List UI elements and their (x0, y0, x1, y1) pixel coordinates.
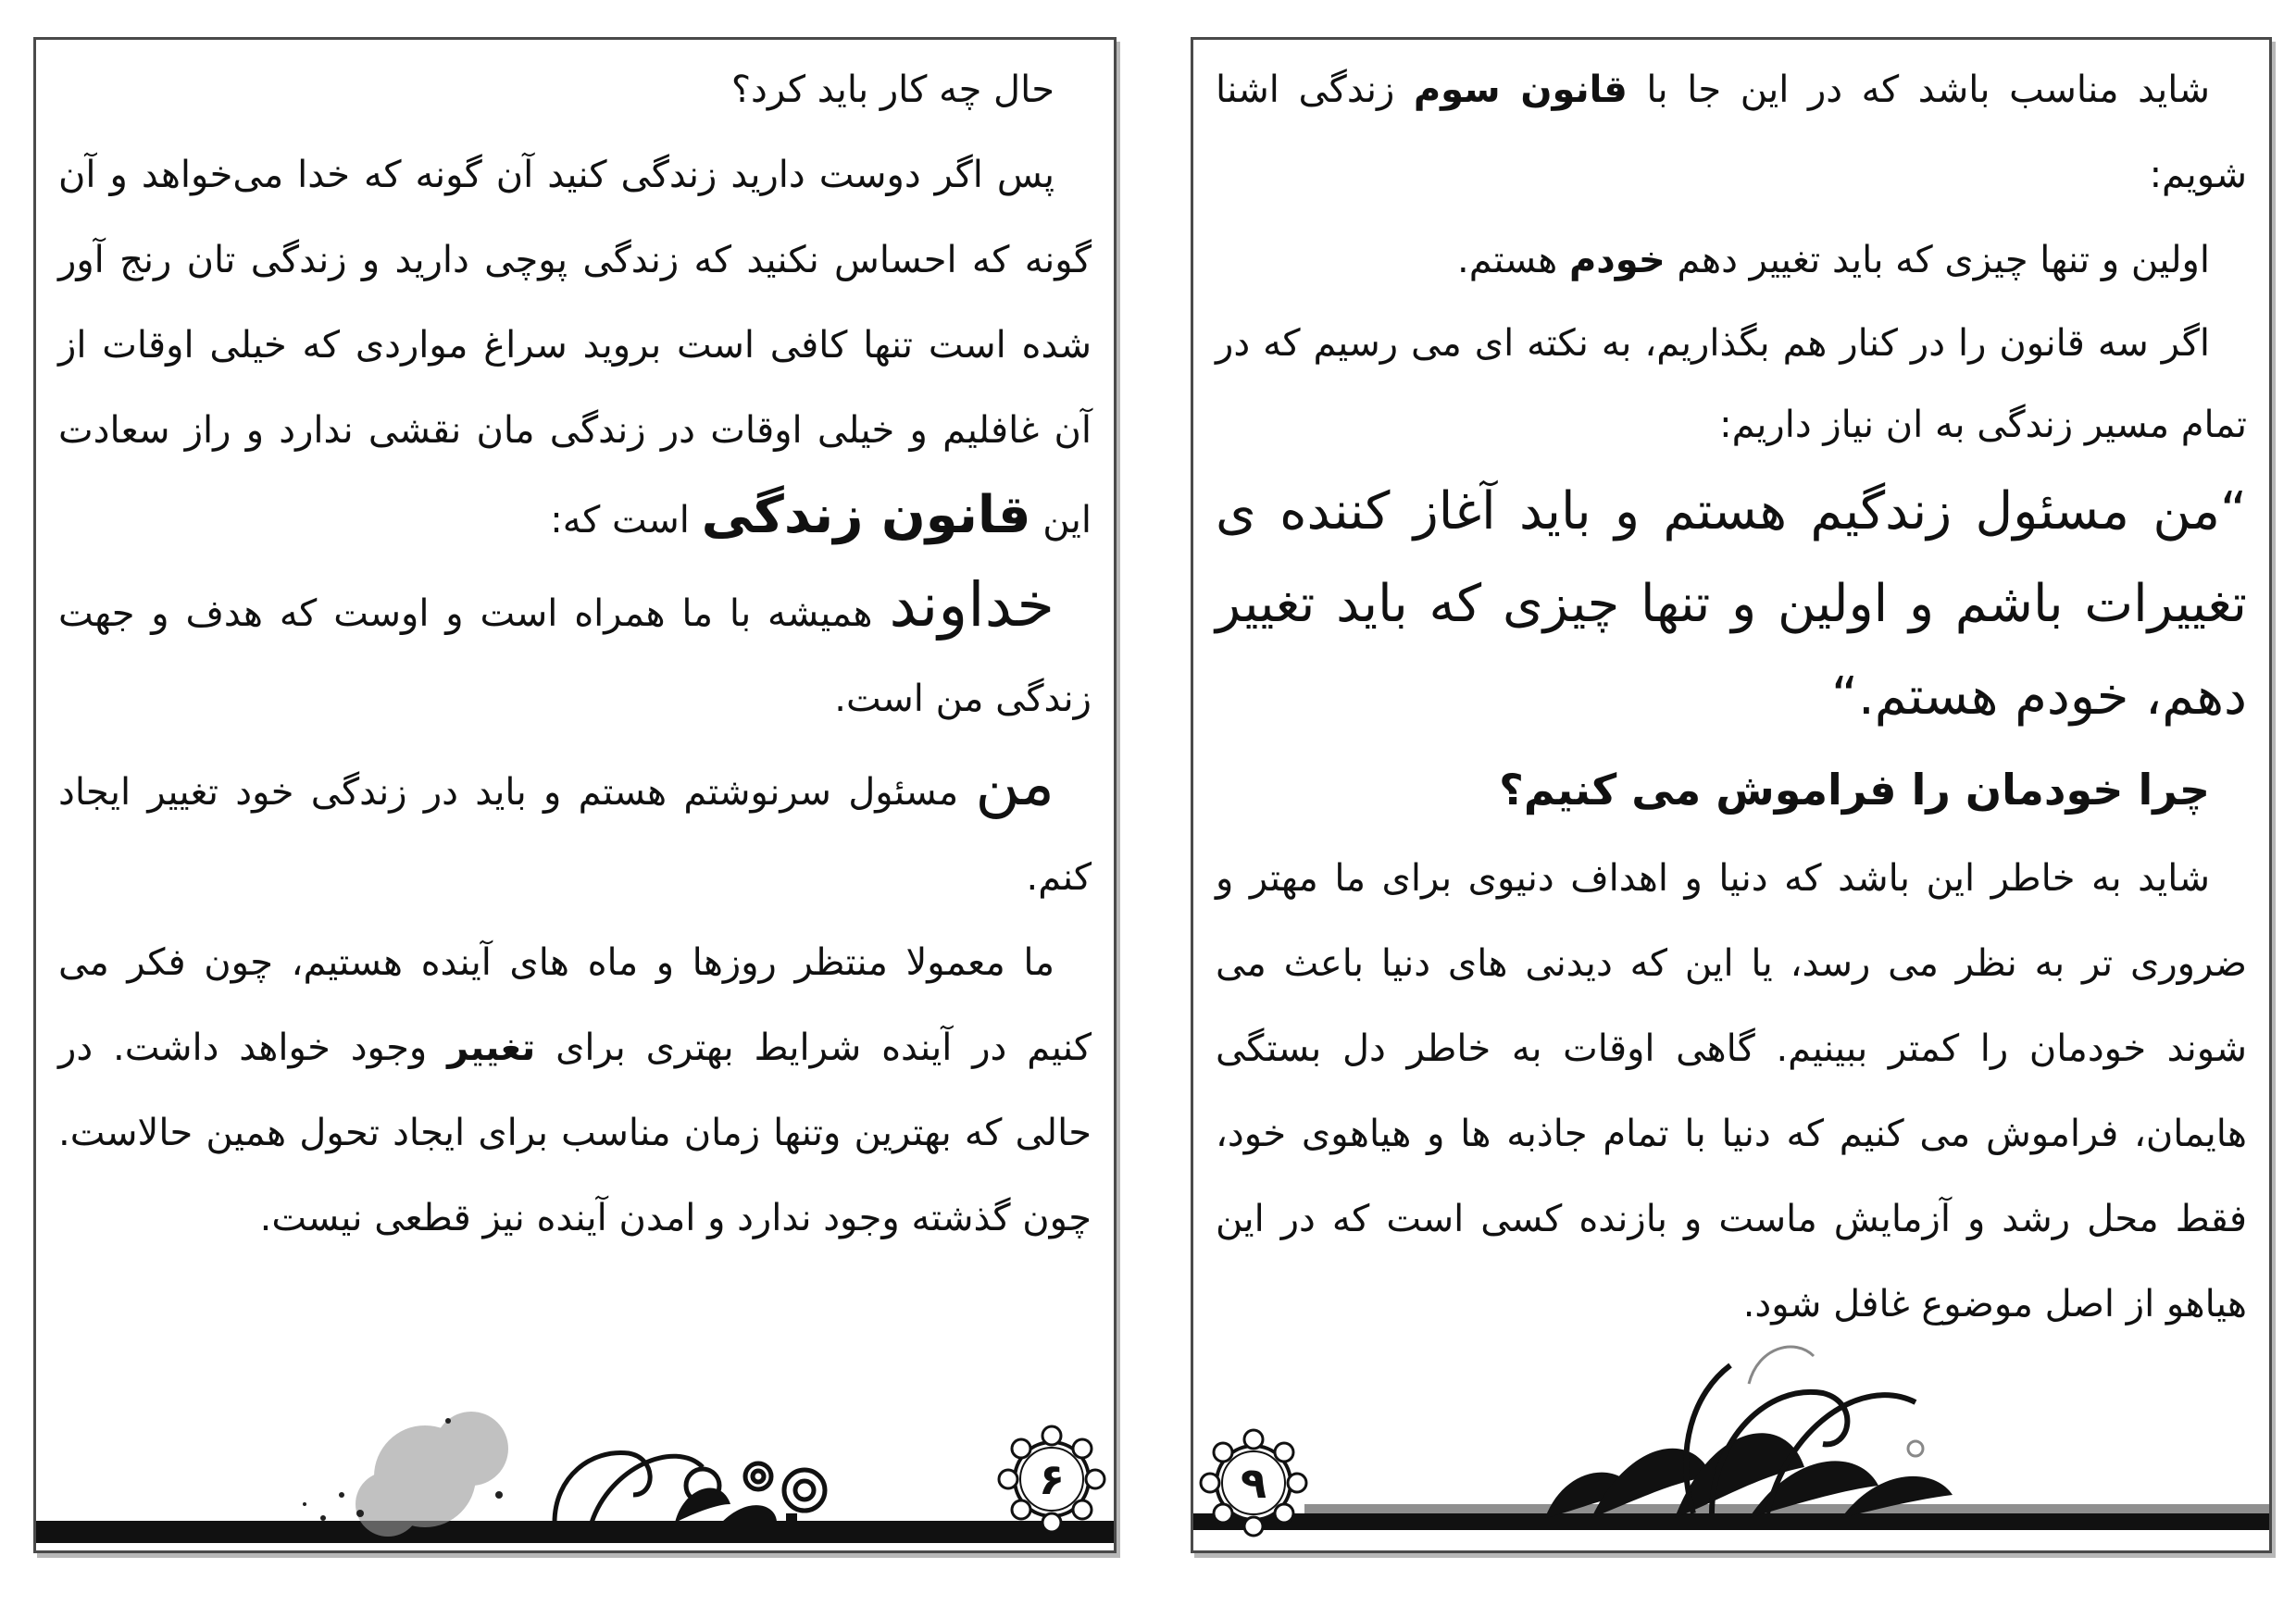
left-paragraph-4: من مسئول سرنوشتم هستم و باید در زندگی خود تغییر ایجاد کنم. (58, 748, 1092, 899)
right-section-heading: چرا خودمان را فراموش می کنیم؟ (1499, 765, 2210, 815)
left-paragraph-1: حال چه کار باید کرد؟ (730, 68, 1054, 111)
left-paragraph-5: ما معمولا منتظر روزها و ماه های آینده هستیم، چون فکر می کنیم در آینده شرایط بهتری برای تغییر وجود خواهد داشت. در حالی که بهترین وتنها زمان مناسب برای ایجاد تحول همین حالاست. چون گذشته وجود ندارد و امدن آینده نیز قطعی نیست. (58, 941, 1092, 1239)
page-right (1191, 37, 2272, 1553)
floral-grunge-ornament (36, 1365, 1114, 1550)
right-paragraph-4: شاید به خاطر این باشد که دنیا و اهداف دنیوی برای ما مهتر و ضروری تر به نظر می رسد، یا این که دیدنی های دنیا باعث می شوند خودمان را کمتر ببینیم. گاهی اوقات به خاطر دل بستگی هایمان، فراموش می کنیم که دنیا با تمام جاذبه ها و هیاهوی خود، فقط محل رشد و آزمایش ماست و بازنده کسی است که در این هیاهو از اصل موضوع غافل شود. (1216, 857, 2247, 1326)
right-quote (1216, 466, 2247, 743)
right-paragraph-2: اولین و تنها چیزی که باید تغییر دهم خودم هستم. (1457, 239, 2210, 281)
floral-swirl-ornament (1193, 1328, 2269, 1550)
page-left-text (58, 47, 1092, 1261)
right-paragraph-3: اگر سه قانون را در کنار هم بگذاریم، به نکته ای می رسیم که در تمام مسیر زندگی به ان نیاز داریم: (1216, 322, 2247, 446)
left-god-lead-word: خداوند (889, 569, 1055, 641)
page-left (33, 37, 1117, 1553)
left-paragraph-2: پس اگر دوست دارید زندگی کنید آن گونه که خدا می‌خواهد و آن گونه که احساس نکنید که زندگی پوچی دارید و زندگی تان رنج آور شده است تنها کافی است بروید سراغ مواردی که خیلی اوقات از آن غافلیم و خیلی اوقات در زندگی مان نقشی ندارد و راز سعادت این قانون زندگی است که: (58, 154, 1092, 545)
right-quote-lead: “من (2152, 481, 2247, 541)
left-paragraph-3: خداوند همیشه با ما همراه است و اوست که هدف و جهت زندگی من است. (58, 569, 1092, 720)
left-law-of-life-bold: قانون زندگی (701, 485, 1031, 545)
page-number-badge-left (997, 1425, 1106, 1534)
right-third-law-bold: قانون سوم (1413, 68, 1628, 111)
page-number-badge-right (1199, 1428, 1308, 1537)
right-quote-body: مسئول زندگیم هستم و باید آغاز کننده ی تغییرات باشم و اولین و تنها چیزی که باید تغییر دهم، خودم هستم.“ (1216, 481, 2247, 727)
right-paragraph-1: شاید مناسب باشد که در این جا با قانون سوم زندگی اشنا شویم: (1216, 68, 2247, 196)
left-me-lead-word: من (975, 748, 1054, 819)
page-right-text (1216, 47, 2247, 1347)
page-number-right: ۹ (1240, 1458, 1267, 1508)
left-change-bold: تغییر (447, 1027, 536, 1069)
right-myself-bold: خودم (1568, 239, 1666, 281)
page-number-left: ۶ (1038, 1454, 1066, 1504)
